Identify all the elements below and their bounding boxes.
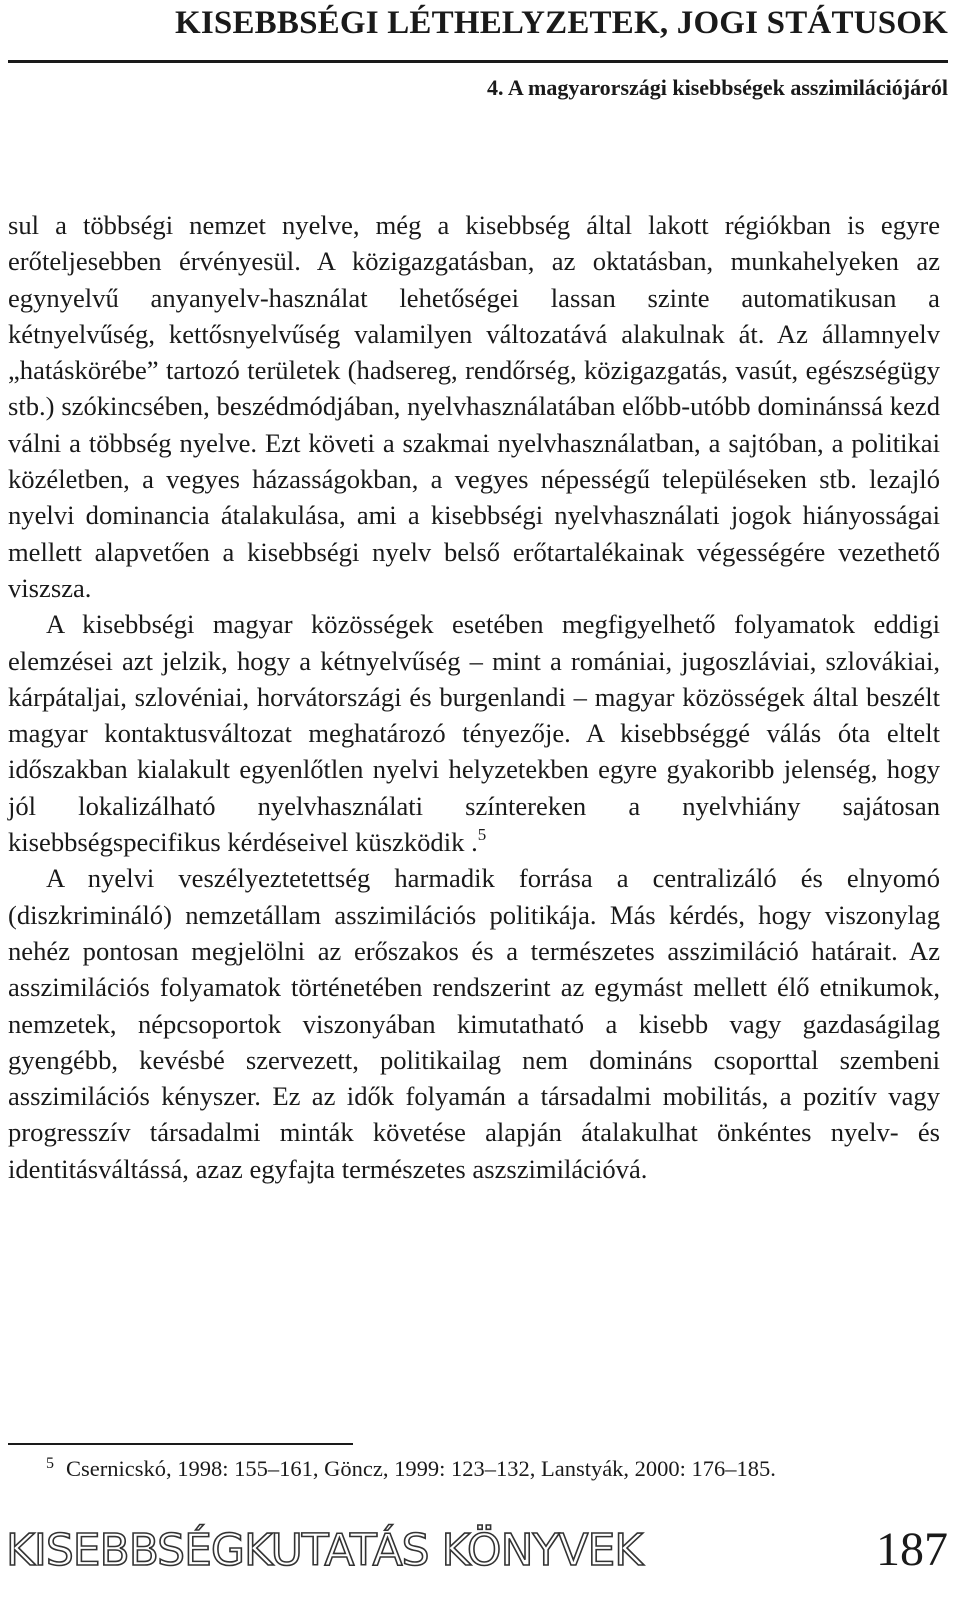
paragraph-3: A nyelvi veszélyeztetettség harmadik forrása a centralizáló és elnyomó (diszkrimináló) nemzetállam asszimilációs politikája. Más kérdés, hogy viszonylag nehéz pontosan megjelölni az erőszakos és a természetes asszimiláció határait. Az asszimilációs folyamatok történetében rendszerint az egymást mellett élő etnikumok, nemzetek, népcsoportok viszonyában kimutatható a kisebb vagy gazdaságilag gyengébb, kevésbé szervezett, politikailag nem domináns csoporttal szembeni asszimilációs kényszer. Ez az idők folyamán a társadalmi mobilitás, a pozitív vagy progresszív társadalmi minták követése alapján átalakulhat önkéntes nyelv- és identitásváltássá, azaz egyfajta természetes aszszimilációvá. <box>8 863 940 1184</box>
paragraph-2-text: A kisebbségi magyar közösségek esetében megfigyelhető folyamatok eddigi elemzései azt jelzik, hogy a kétnyelvűség – mint a romániai, jugoszláviai, szlovákiai, kárpátaljai, szlovéniai, horvátországi és burgenlandi – magyar közösségek által beszélt magyar kontaktusváltozat meghatározó tényezője. A kisebbséggé válás óta eltelt időszakban kialakult egyenlőtlen nyelvi helyzetekben egyre gyakoribb jelenség, hogy jól lokalizálható nyelvhasználati színtereken a nyelvhiány sajátosan kisebbségspecifikus kérdéseivel küszködik . <box>8 609 940 858</box>
paragraph-2 <box>8 606 940 860</box>
footnote-text: Csernicskó, 1998: 155–161, Göncz, 1999: 123–132, Lanstyák, 2000: 176–185. <box>66 1456 776 1481</box>
series-brand: KISEBBSÉGKUTATÁS KÖNYVEK <box>6 1525 643 1576</box>
footnote-reference[interactable]: 5 <box>477 825 487 845</box>
paragraph-1: sul a többségi nemzet nyelve, még a kisebbség által lakott régiókban is egyre erőteljesebben érvényesül. A közigazgatásban, az oktatásban, munkahelyeken az egynyelvű anyanyelv-használat lehetőségei lassan szinte automatikusan a kétnyelvűség, kettősnyelvűség valamilyen változatává alakulnak át. Az államnyelv „hatáskörébe” tartozó területek (hadsereg, rendőrség, közigazgatás, vasút, egészségügy stb.) szókincsében, beszédmódjában, nyelvhasználatában előbb-utóbb dominánssá kezd válni a többség nyelve. Ezt követi a szakmai nyelvhasználatban, a sajtóban, a politikai közéletben, a vegyes házasságokban, a vegyes népességű településeken stb. lezajló nyelvi dominancia átalakulása, ami a kisebbségi nyelvhasználati jogok hiányosságai mellett alapvetően a kisebbségi nyelv belső erőtartalékainak végességére vezethető viszsza. <box>8 210 940 603</box>
running-title: KISEBBSÉGI LÉTHELYZETEK, JOGI STÁTUSOK <box>174 5 948 41</box>
footnote: 5 Csernicskó, 1998: 155–161, Göncz, 1999: 123–132, Lanstyák, 2000: 176–185. <box>46 1455 776 1481</box>
body-text <box>8 207 940 1187</box>
chapter-subtitle: 4. A magyarországi kisebbségek asszimilációjáról <box>487 75 948 100</box>
page-number: 187 <box>876 1523 948 1576</box>
footnote-rule <box>8 1443 353 1445</box>
header-rule <box>8 60 948 63</box>
